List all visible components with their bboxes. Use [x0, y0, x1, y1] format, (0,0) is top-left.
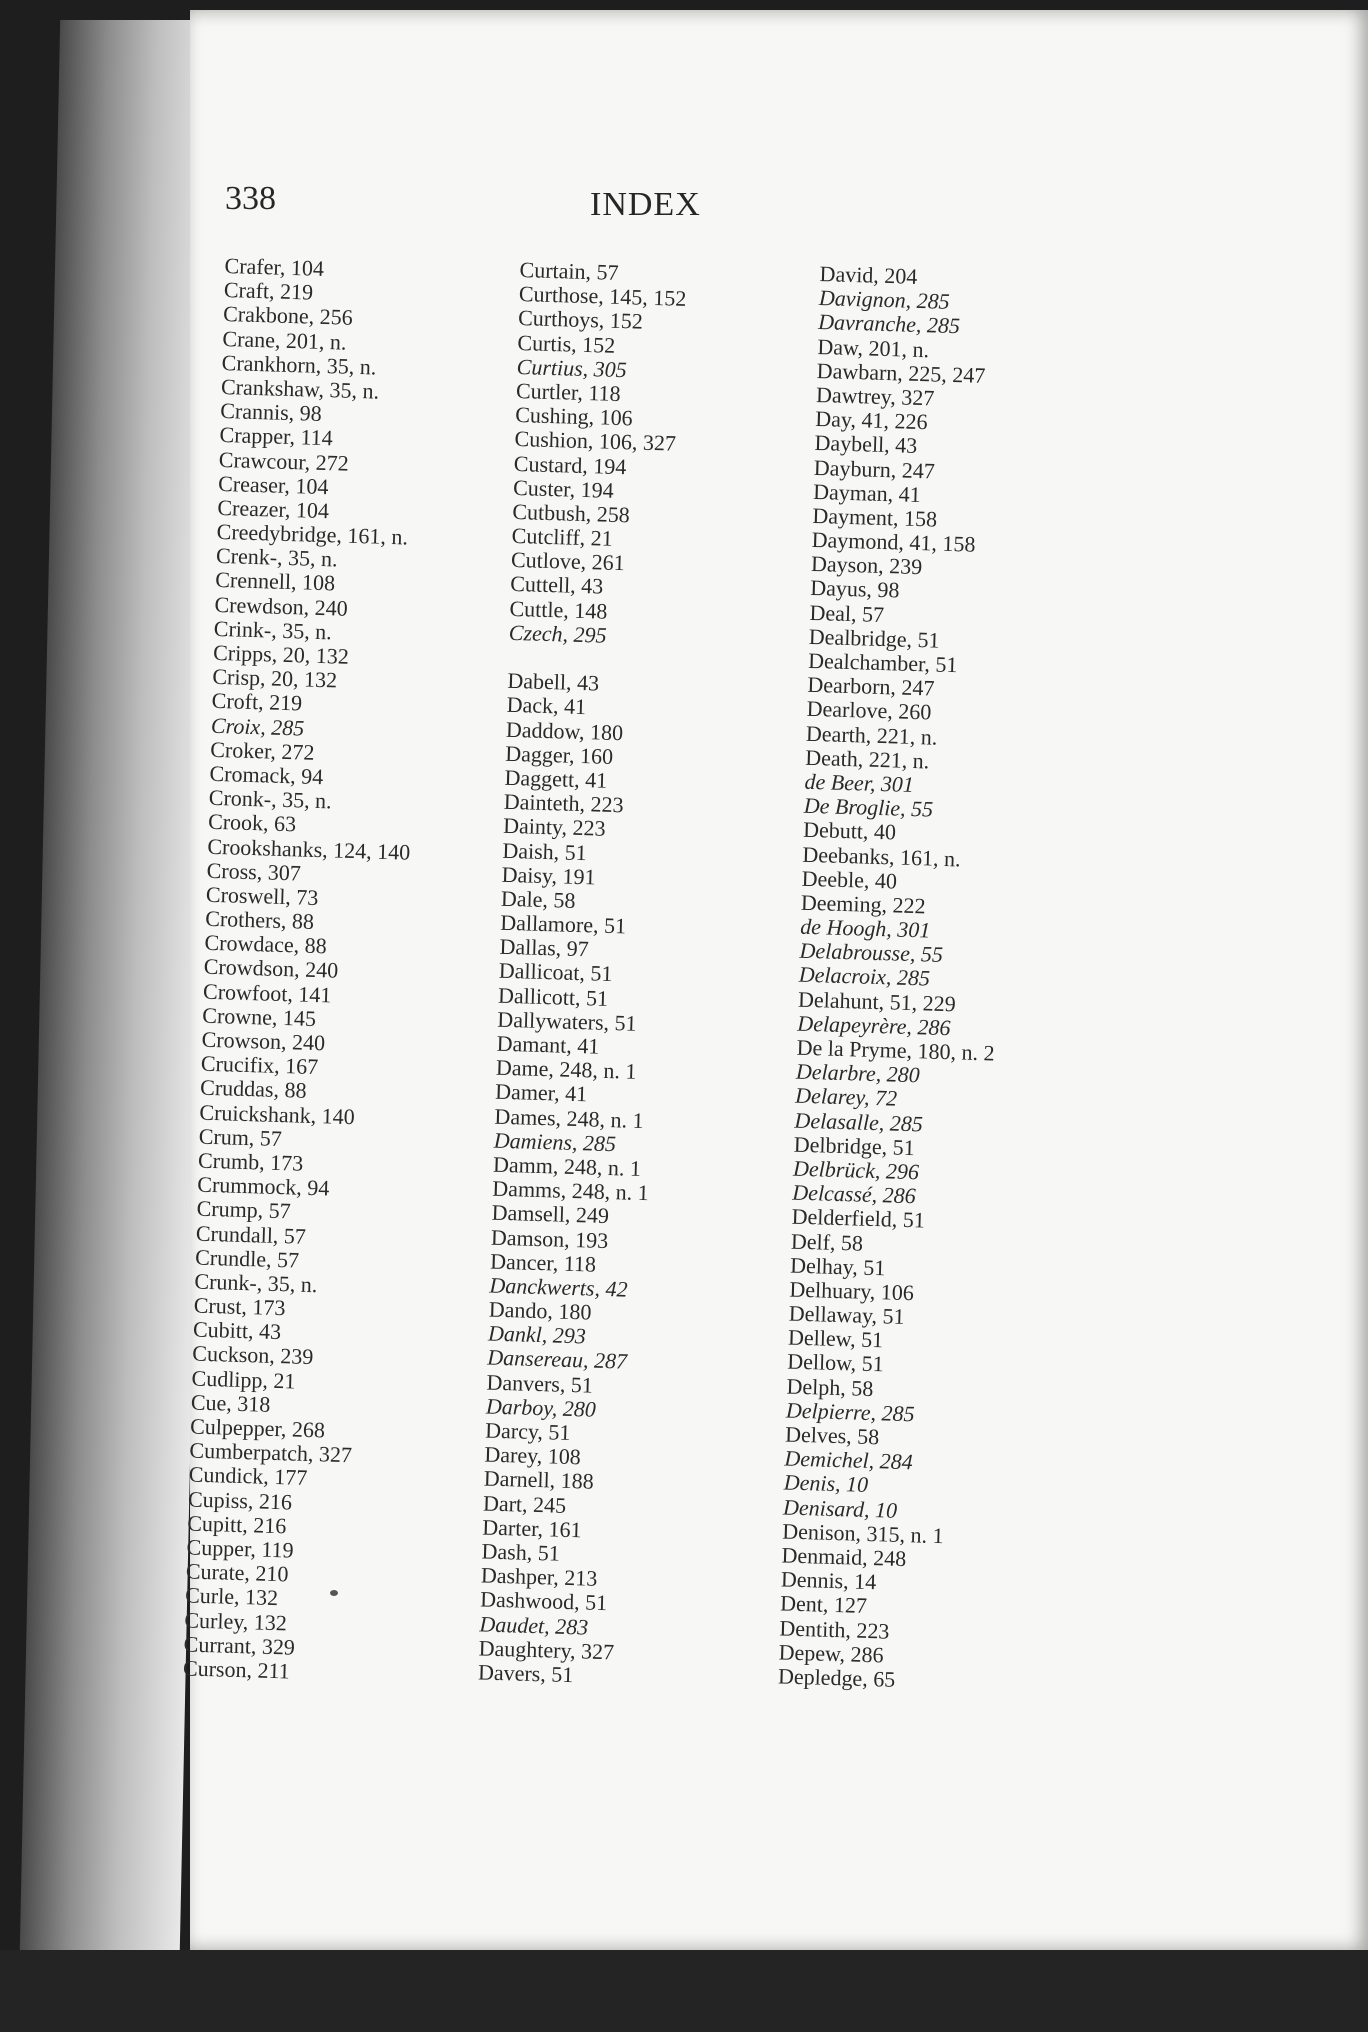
- index-entry: Cue, 318: [190, 1389, 271, 1417]
- index-entry: Delahunt, 51, 229: [797, 986, 957, 1016]
- index-entry: Darnell, 188: [483, 1465, 595, 1495]
- index-entry: Dearlove, 260: [806, 696, 932, 725]
- index-entry: Davranche, 285: [817, 309, 961, 339]
- index-entry: Dentith, 223: [779, 1614, 890, 1644]
- index-entry: Dallamore, 51: [499, 909, 627, 939]
- index-entry: Cronk-, 35, n.: [208, 784, 333, 814]
- index-entry: Cromack, 94: [209, 760, 324, 790]
- index-entry: Creaser, 104: [217, 470, 329, 499]
- index-entry: Dames, 248, n. 1: [494, 1103, 644, 1133]
- index-entry: Daddow, 180: [505, 716, 624, 745]
- index-entry: Denis, 10: [783, 1469, 869, 1498]
- index-entry: Dancer, 118: [489, 1248, 597, 1277]
- index-entry: Cushion, 106, 327: [514, 426, 677, 457]
- index-entry: Cupiss, 216: [187, 1486, 293, 1515]
- index-entry: Daughtery, 327: [478, 1635, 615, 1665]
- index-entry: Dealbridge, 51: [808, 623, 940, 653]
- index-entry: Cumberpatch, 327: [189, 1437, 353, 1468]
- index-entry: Cross, 307: [206, 857, 302, 886]
- index-entry: Delcassé, 286: [792, 1179, 917, 1209]
- index-entry: Crumb, 173: [197, 1147, 304, 1176]
- index-entry: Delf, 58: [790, 1228, 864, 1256]
- index-entry: Culpepper, 268: [189, 1413, 326, 1443]
- index-entry: Curtis, 152: [517, 329, 616, 358]
- index-entry: Crapper, 114: [219, 422, 334, 451]
- index-entry: Cutbush, 258: [512, 498, 631, 528]
- index-entry: Curthoys, 152: [517, 305, 644, 335]
- index-entry: Daisy, 191: [501, 861, 596, 890]
- index-entry: Daymond, 41, 158: [811, 526, 976, 557]
- index-entry: Curtler, 118: [515, 377, 622, 406]
- index-entry: Crothers, 88: [204, 905, 315, 934]
- index-entry: Dale, 58: [500, 885, 576, 913]
- index-entry: Dainty, 223: [502, 813, 606, 842]
- index-entry: Dawtrey, 327: [815, 381, 935, 411]
- index-entry: Dennis, 14: [780, 1566, 877, 1595]
- page-header: [225, 180, 1025, 240]
- index-entry: Creazer, 104: [217, 494, 330, 524]
- index-entry: Delarey, 72: [794, 1083, 898, 1112]
- index-entry: Dallicott, 51: [497, 982, 609, 1011]
- index-entry: Denisard, 10: [782, 1494, 898, 1523]
- index-entry: Crawcour, 272: [218, 446, 350, 476]
- index-entry: Crust, 173: [193, 1292, 286, 1321]
- index-entry: Dearth, 221, n.: [805, 720, 938, 750]
- index-entry: Dallicoat, 51: [498, 958, 613, 987]
- index-entry: Dagger, 160: [504, 740, 614, 769]
- index-entry: Delbrück, 296: [792, 1155, 920, 1185]
- index-entry: Cruddas, 88: [199, 1075, 307, 1104]
- index-entry: Cutcliff, 21: [511, 522, 614, 551]
- index-entry: Damm, 248, n. 1: [492, 1151, 642, 1181]
- index-entry: Cuckson, 239: [191, 1340, 314, 1370]
- index-entry: Crannis, 98: [219, 398, 323, 427]
- index-entry: Delasalle, 285: [794, 1107, 924, 1136]
- index-entry: Custard, 194: [513, 450, 627, 479]
- index-entry: de Hoogh, 301: [799, 913, 931, 943]
- index-entry: Cupitt, 216: [186, 1510, 287, 1539]
- index-entry: Dayman, 41: [812, 478, 922, 507]
- index-entry: Crink-, 35, n.: [213, 615, 333, 645]
- index-entry: Damsell, 249: [491, 1199, 610, 1229]
- ink-speck: [330, 1590, 338, 1596]
- index-entry: Delabrousse, 55: [799, 937, 944, 968]
- index-entry: Dankl, 293: [487, 1320, 587, 1349]
- index-entry: Dellaway, 51: [788, 1300, 905, 1330]
- index-entry: Dellow, 51: [786, 1348, 885, 1377]
- index-entry: Delph, 58: [786, 1373, 874, 1401]
- index-column-1: [183, 254, 428, 1686]
- index-entry: De Broglie, 55: [803, 792, 934, 822]
- index-entry: Dansereau, 287: [486, 1344, 628, 1375]
- running-title: INDEX: [590, 186, 701, 223]
- index-entry: Damer, 41: [494, 1079, 588, 1107]
- page-number: 338: [225, 180, 276, 217]
- index-entry: Curle, 132: [184, 1582, 279, 1611]
- index-entry: Daggett, 41: [504, 764, 608, 793]
- index-entry: Crowne, 145: [202, 1002, 317, 1031]
- index-entry: Crump, 57: [196, 1195, 292, 1224]
- index-entry: Dellew, 51: [787, 1324, 884, 1353]
- index-entry: Dallas, 97: [499, 933, 590, 962]
- index-entry: Crunk-, 35, n.: [194, 1268, 318, 1298]
- index-entry: Depledge, 65: [777, 1663, 896, 1692]
- index-entry: Denmaid, 248: [781, 1542, 907, 1572]
- index-entry: Dent, 127: [779, 1590, 868, 1619]
- index-entry: Curson, 211: [182, 1655, 291, 1684]
- index-entry: Crewdson, 240: [214, 591, 349, 621]
- index-entry: Daish, 51: [502, 837, 588, 865]
- index-entry: Dart, 245: [482, 1490, 567, 1518]
- index-entry: Curthose, 145, 152: [518, 281, 687, 312]
- index-entry: Dayburn, 247: [813, 454, 936, 483]
- index-entry: Crowdace, 88: [204, 929, 328, 959]
- index-entry: Deeming, 222: [800, 889, 926, 919]
- index-entry: Crakbone, 256: [222, 301, 354, 331]
- index-entry: Crankhorn, 35, n.: [221, 349, 377, 380]
- index-entry: Delhuary, 106: [789, 1276, 915, 1306]
- index-entry: Currant, 329: [183, 1631, 296, 1660]
- index-entry: Curate, 210: [185, 1558, 289, 1587]
- index-entry: Crafer, 104: [224, 253, 325, 281]
- index-entry: Cruickshank, 140: [199, 1099, 356, 1129]
- index-entry: Cuttle, 148: [509, 595, 608, 624]
- index-entry: Davers, 51: [477, 1659, 574, 1688]
- index-entry: Crankshaw, 35, n.: [220, 373, 380, 404]
- index-entry: Crookshanks, 124, 140: [207, 833, 411, 865]
- index-entry: Deebanks, 161, n.: [802, 841, 961, 871]
- index-entry: Delderfield, 51: [791, 1203, 926, 1233]
- index-entry: Dealchamber, 51: [807, 647, 958, 678]
- index-entry: Crisp, 20, 132: [212, 664, 338, 693]
- index-entry: Dando, 180: [488, 1296, 592, 1325]
- index-entry: Crennell, 108: [214, 567, 336, 596]
- index-entry: Craft, 219: [223, 277, 314, 305]
- index-entry: Delarbre, 280: [795, 1058, 921, 1088]
- index-entry: Cripps, 20, 132: [212, 639, 350, 669]
- index-entry: Cupper, 119: [186, 1534, 295, 1563]
- index-entry: Croker, 272: [209, 736, 315, 765]
- index-entry: Deeble, 40: [801, 865, 898, 894]
- index-entry: Daudet, 283: [479, 1610, 589, 1640]
- index-column-3: [778, 262, 1018, 1694]
- index-entry: Debutt, 40: [802, 817, 897, 845]
- index-entry: Cudlipp, 21: [191, 1365, 296, 1394]
- index-entry: Crane, 201, n.: [222, 325, 347, 355]
- index-entry: Dainteth, 223: [503, 788, 624, 818]
- index-entry: Day, 41, 226: [814, 406, 928, 435]
- index-entry: Darboy, 280: [485, 1393, 597, 1422]
- scan-bottom-border: [0, 1950, 1368, 2032]
- index-entry: Delhay, 51: [789, 1252, 886, 1281]
- index-entry: Dack, 41: [506, 692, 587, 720]
- index-entry: Crummock, 94: [197, 1171, 330, 1201]
- index-entry: Dallywaters, 51: [497, 1006, 638, 1036]
- index-entry: Damant, 41: [496, 1030, 600, 1059]
- index-entry: Curtius, 305: [516, 353, 628, 382]
- index-entry: Cuttell, 43: [509, 571, 604, 600]
- index-entry: Cubitt, 43: [192, 1316, 282, 1345]
- index-entry: Crenk-, 35, n.: [215, 543, 338, 572]
- index-entry: Czech, 295: [508, 619, 607, 648]
- index-entry: Croswell, 73: [205, 881, 319, 910]
- index-entry: De la Pryme, 180, n. 2: [796, 1034, 995, 1066]
- index-entry: Depew, 286: [778, 1639, 884, 1668]
- index-entry: Dayus, 98: [809, 575, 900, 603]
- index-entry: de Beer, 301: [804, 768, 915, 797]
- index-entry: Danckwerts, 42: [489, 1272, 628, 1302]
- index-entry: Dame, 248, n. 1: [495, 1054, 637, 1084]
- index-entry: Cundick, 177: [188, 1461, 308, 1491]
- index-entry: Creedybridge, 161, n.: [216, 518, 409, 550]
- index-entry: Curley, 132: [184, 1606, 288, 1635]
- index-entry: Dayment, 158: [812, 502, 938, 532]
- index-entry: Dashper, 213: [480, 1562, 598, 1591]
- index-entry: Delapeyrère, 286: [797, 1010, 951, 1041]
- index-entry: Dash, 51: [481, 1538, 561, 1566]
- index-entry: Delbridge, 51: [793, 1131, 916, 1160]
- index-entry: Dashwood, 51: [479, 1586, 608, 1616]
- index-entry: Danvers, 51: [486, 1369, 594, 1398]
- index-entry: Dayson, 239: [810, 551, 923, 580]
- index-entry: Darey, 108: [484, 1441, 582, 1470]
- index-entry: Custer, 194: [512, 474, 615, 503]
- index-entry: Dearborn, 247: [807, 672, 935, 701]
- index-entry: Cutlove, 261: [510, 547, 626, 576]
- index-entry: Crundall, 57: [195, 1220, 307, 1249]
- index-entry: Demichel, 284: [784, 1445, 914, 1475]
- index-entry: Crook, 63: [207, 809, 297, 837]
- index-entry: Damiens, 285: [493, 1127, 617, 1156]
- index-entry: Denison, 315, n. 1: [781, 1518, 944, 1548]
- index-entry: Darcy, 51: [484, 1417, 571, 1446]
- index-entry: Croix, 285: [210, 712, 305, 741]
- index-entry: Crum, 57: [198, 1123, 283, 1151]
- index-entry: Dabell, 43: [507, 668, 600, 696]
- index-entry: Curtain, 57: [519, 257, 619, 285]
- index-entry: Crundle, 57: [194, 1244, 300, 1273]
- index-entry: Delpierre, 285: [785, 1397, 915, 1427]
- index-entry: Daybell, 43: [814, 430, 918, 459]
- index-entry: Daw, 201, n.: [817, 333, 930, 362]
- index-entry: Darter, 161: [481, 1514, 582, 1543]
- index-entry: Dawbarn, 225, 247: [816, 357, 986, 388]
- index-entry: Crowdson, 240: [203, 954, 339, 984]
- index-entry: Death, 221, n.: [804, 744, 930, 774]
- index-entry: David, 204: [819, 261, 918, 289]
- index-entry: Damms, 248, n. 1: [492, 1175, 650, 1206]
- index-entry: Davignon, 285: [818, 285, 951, 315]
- index-entry: Deal, 57: [809, 599, 885, 627]
- index-entry: Damson, 193: [490, 1224, 609, 1253]
- index-entry: Delves, 58: [784, 1421, 880, 1450]
- index-entry: Crowson, 240: [201, 1026, 326, 1056]
- index-entry: Croft, 219: [211, 688, 303, 716]
- index-entry: Delacroix, 285: [798, 962, 931, 992]
- index-entry: Crowfoot, 141: [202, 978, 332, 1008]
- index-entry: Crucifix, 167: [200, 1050, 319, 1080]
- index-entry: Cushing, 106: [514, 402, 634, 431]
